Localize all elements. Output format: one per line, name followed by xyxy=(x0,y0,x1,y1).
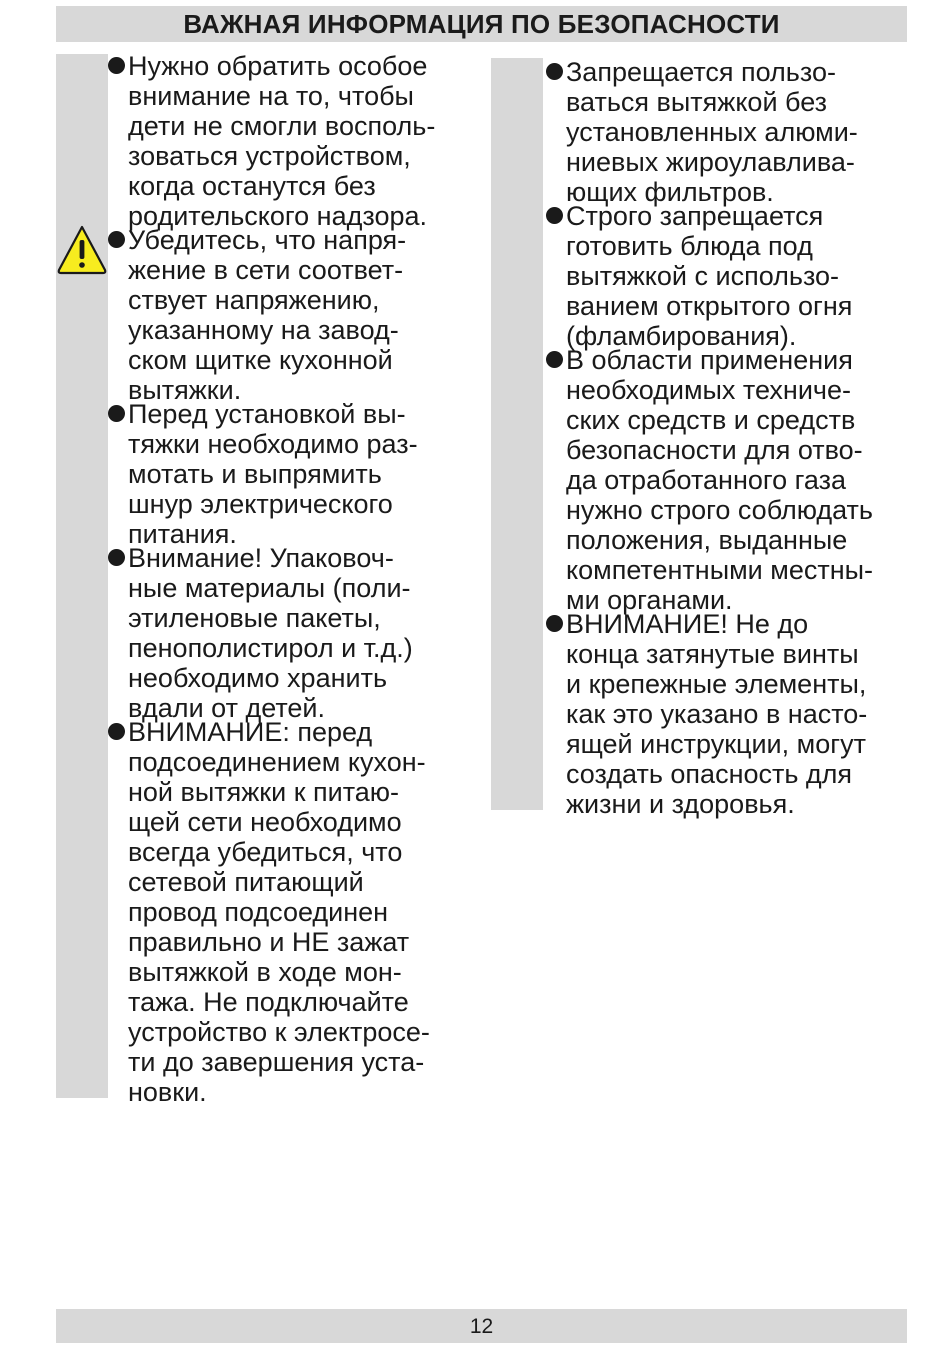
list-item xyxy=(545,57,917,207)
right-safety-column xyxy=(545,57,917,819)
list-item xyxy=(107,51,479,231)
bullet-dot-icon xyxy=(546,63,563,80)
item-text: ВНИМАНИЕ! Не до конца затянутые винты и крепежные элементы, как это указано в насто- ящей инструкции, могут создать опасность для жизни и здоровья. xyxy=(566,609,868,819)
list-item xyxy=(545,201,917,351)
bullet-dot-icon xyxy=(546,351,563,368)
item-text: Запрещается пользо- ваться вытяжкой без установленных алюми- ниевых жироулавлива- ющих фильтров. xyxy=(566,57,858,207)
page-title: ВАЖНАЯ ИНФОРМАЦИЯ ПО БЕЗОПАСНОСТИ xyxy=(183,9,780,39)
bullet-dot-icon xyxy=(108,57,125,74)
bullet-dot-icon xyxy=(546,615,563,632)
item-text: В области применения необходимых техниче- ских средств и средств безопасности для отво- да отработанного газа нужно строго соблюдать положения, выданные компетентными местны- ми органами. xyxy=(566,345,874,615)
bullet-dot-icon xyxy=(108,231,125,248)
item-text: Перед установкой вы- тяжки необходимо раз- мотать и выпрямить шнур электрического питания. xyxy=(128,399,418,549)
item-text: Строго запрещается готовить блюда под вытяжкой с использо- ванием открытого огня (фламбирования). xyxy=(566,201,853,351)
bullet-dot-icon xyxy=(108,723,125,740)
item-text: Нужно обратить особое внимание на то, чтобы дети не смогли восполь- зоваться устройством, когда останутся без родительского надзора. xyxy=(128,51,436,231)
list-item xyxy=(545,609,917,819)
list-item xyxy=(107,225,479,405)
item-text: Внимание! Упаковоч- ные материалы (поли- этиленовые пакеты, пенополистирол и т.д.) необходимо хранить вдали от детей. xyxy=(128,543,413,723)
left-safety-column xyxy=(107,51,479,1107)
warning-triangle-icon xyxy=(56,224,108,276)
item-text: ВНИМАНИЕ: перед подсоединением кухон- ной вытяжки к питаю- щей сети необходимо всегда убедиться, что сетевой питающий провод подсоединен правильно и НЕ зажат вытяжкой в ходе мон- тажа. Не подключайте устройство к электросе- ти до завершения уста- новки. xyxy=(128,717,430,1107)
bullet-dot-icon xyxy=(108,549,125,566)
bullet-dot-icon xyxy=(546,207,563,224)
right-margin-strip xyxy=(491,58,543,810)
list-item xyxy=(545,345,917,615)
list-item xyxy=(107,717,479,1107)
page-number: 12 xyxy=(469,1315,494,1338)
item-text: Убедитесь, что напря- жение в сети соответ- ствует напряжению, указанному на завод- ском щитке кухонной вытяжки. xyxy=(128,225,407,405)
list-item xyxy=(107,399,479,549)
list-item xyxy=(107,543,479,723)
bullet-dot-icon xyxy=(108,405,125,422)
left-margin-strip xyxy=(56,54,108,1098)
